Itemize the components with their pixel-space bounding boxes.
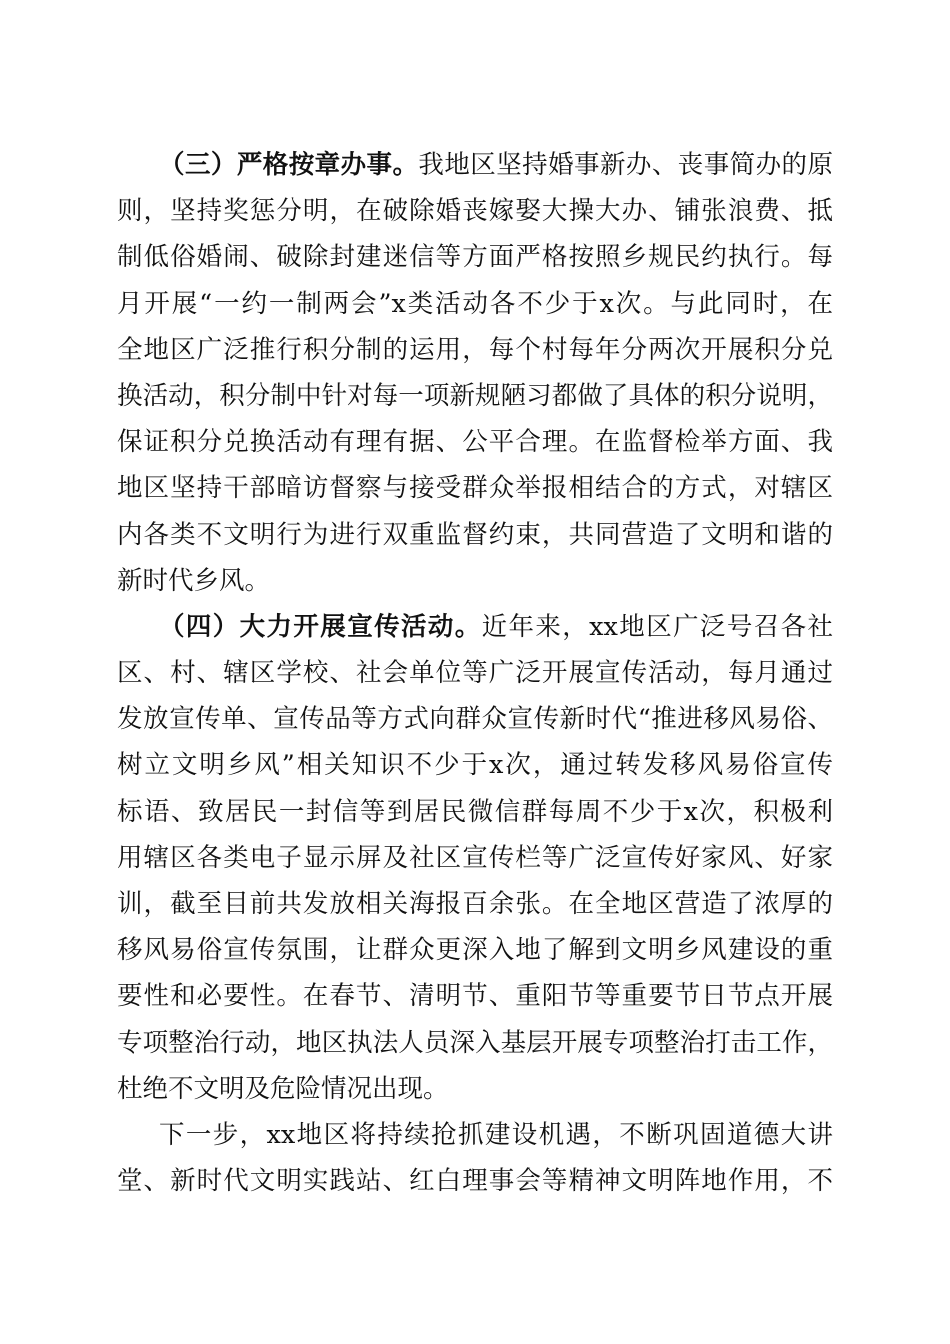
paragraph-line: 保证积分兑换活动有理有据、公平合理。在监督检举方面、我 — [117, 427, 833, 458]
paragraph-next-step — [117, 1112, 833, 1204]
paragraph-line — [117, 604, 833, 650]
paragraph-line — [117, 142, 833, 188]
line-text: 我地区坚持婚事新办、丧事简办的原 — [418, 150, 833, 180]
paragraph-line: 标语、致居民一封信等到居民微信群每周不少于x次，积极利 — [117, 796, 833, 827]
paragraph-line: 杜绝不文明及危险情况出现。 — [117, 1073, 449, 1104]
paragraph-section-3 — [117, 142, 833, 604]
paragraph-line: 下一步，xx地区将持续抢抓建设机遇，不断巩固道德大讲 — [159, 1119, 833, 1150]
paragraph-line: 月开展“一约一制两会”x类活动各不少于x次。与此同时，在 — [117, 288, 833, 319]
paragraph-line: 发放宣传单、宣传品等方式向群众宣传新时代“推进移风易俗、 — [117, 704, 833, 735]
paragraph-line: 新时代乡风。 — [117, 565, 271, 596]
paragraph-line: 全地区广泛推行积分制的运用，每个村每年分两次开展积分兑 — [117, 334, 833, 365]
paragraph-section-4 — [117, 604, 833, 1112]
paragraph-line: 则，坚持奖惩分明，在破除婚丧嫁娶大操大办、铺张浪费、抵 — [117, 196, 833, 227]
paragraph-line: 堂、新时代文明实践站、红白理事会等精神文明阵地作用，不 — [117, 1166, 833, 1197]
paragraph-line: 树立文明乡风”相关知识不少于x次，通过转发移风易俗宣传 — [117, 750, 833, 781]
document-body — [117, 142, 833, 1204]
section-heading: （三）严格按章办事。 — [159, 150, 419, 180]
paragraph-line: 区、村、辖区学校、社会单位等广泛开展宣传活动，每月通过 — [117, 658, 833, 689]
paragraph-line: 地区坚持干部暗访督察与接受群众举报相结合的方式，对辖区 — [117, 473, 833, 504]
paragraph-line: 内各类不文明行为进行双重监督约束，共同营造了文明和谐的 — [117, 519, 833, 550]
paragraph-line: 换活动，积分制中针对每一项新规陋习都做了具体的积分说明， — [117, 380, 833, 411]
paragraph-line: 训，截至目前共发放相关海报百余张。在全地区营造了浓厚的 — [117, 889, 833, 919]
paragraph-line: 专项整治行动，地区执法人员深入基层开展专项整治打击工作， — [117, 1027, 833, 1058]
paragraph-line: 移风易俗宣传氛围，让群众更深入地了解到文明乡风建设的重 — [117, 935, 833, 966]
line-text: 近年来，xx地区广泛号召各社 — [481, 611, 833, 642]
paragraph-line: 要性和必要性。在春节、清明节、重阳节等重要节日节点开展 — [117, 981, 833, 1012]
section-heading: （四）大力开展宣传活动。 — [159, 611, 482, 642]
paragraph-line: 制低俗婚闹、破除封建迷信等方面严格按照乡规民约执行。每 — [117, 242, 833, 273]
paragraph-line: 用辖区各类电子显示屏及社区宣传栏等广泛宣传好家风、好家 — [117, 842, 833, 873]
